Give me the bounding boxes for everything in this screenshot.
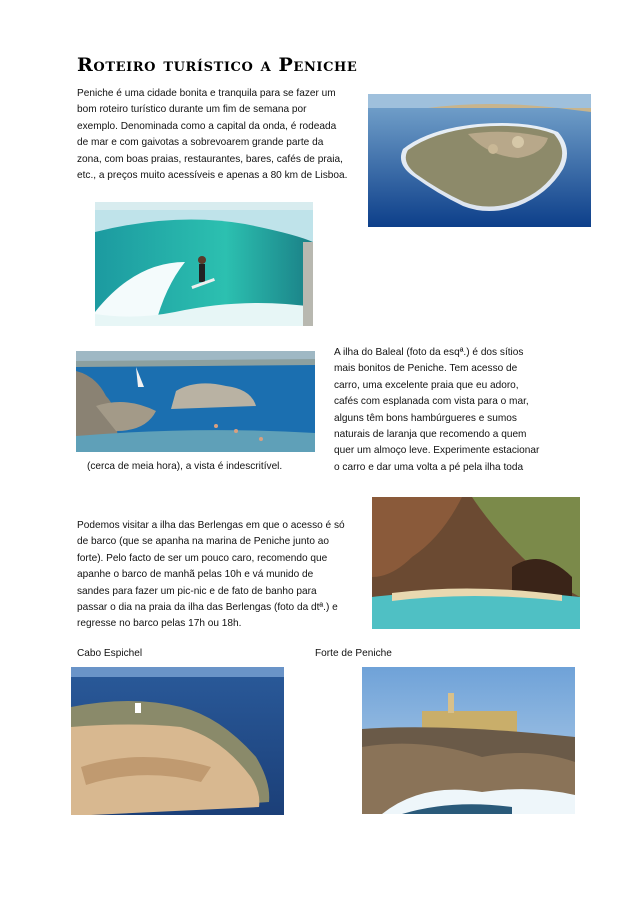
caption-cabo-espichel: Cabo Espichel bbox=[77, 648, 143, 659]
berlengas-beach-photo bbox=[372, 497, 580, 629]
caption-forte-peniche: Forte de Peniche bbox=[315, 648, 392, 659]
surfer-wave-photo bbox=[95, 202, 313, 326]
baleal-paragraph: A ilha do Baleal (foto da esqª.) é dos sítios mais bonitos de Peniche. Tem acesso de carro, uma excelente praia que eu adoro, cafés com esplanada com vista para o mar, alguns têm bons hambúrgueres e sumos naturais de laranja que recomendo a quem quer um almoço leve. Experimente estacionar o carro e dar uma volta a pé pela ilha toda bbox=[334, 347, 540, 473]
berlengas-paragraph: Podemos visitar a ilha das Berlengas em que o acesso é só de barco (que se apanha na marina de Peniche junto ao forte). Pelo facto de ser um pouco caro, recomendo que apanhe o barco de manhã pelas 10h e vá munido de sandes para fazer um pic-nic e de fato de banho para passar o dia na praia da ilha das Berlengas (foto da dtª.) e regresse no barco pelas 17h ou 18h. bbox=[77, 520, 345, 630]
baleal-paragraph-end: (cerca de meia hora), a vista é indescritível. bbox=[87, 461, 283, 472]
forte-peniche-photo bbox=[362, 667, 575, 814]
aerial-peninsula-photo bbox=[368, 94, 591, 227]
page-title: Roteiro turístico a Peniche bbox=[77, 54, 358, 76]
baleal-beach-photo bbox=[76, 351, 315, 452]
cabo-espichel-photo bbox=[71, 667, 284, 815]
intro-paragraph: Peniche é uma cidade bonita e tranquila para se fazer um bom roteiro turístico durante um fim de semana por exemplo. Denominada como a capital da onda, é rodeada de mar e com gaivotas a sobrevoarem grande parte da zona, com boas praias, restaurantes, bares, cafés de praia, etc., a preços muito acessíveis e apenas a 80 km de Lisboa. bbox=[77, 88, 348, 182]
